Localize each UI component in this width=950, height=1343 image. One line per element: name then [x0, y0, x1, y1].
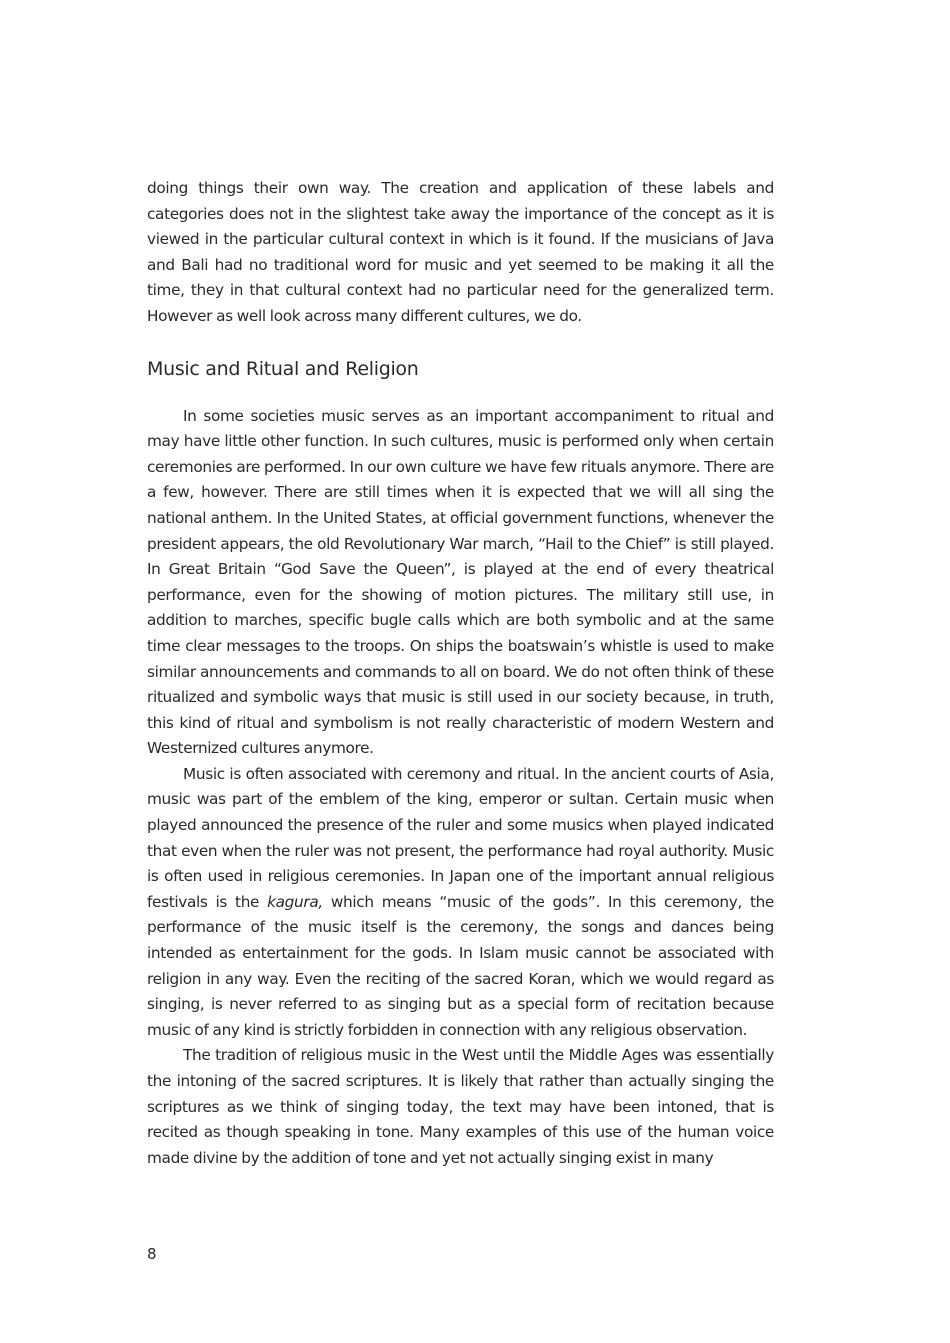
page-number: 8 [147, 1245, 157, 1263]
kagura-term: kagura, [267, 892, 323, 911]
section-heading: Music and Ritual and Religion [147, 357, 419, 380]
paragraph-tradition: The tradition of religious music in the West until the Middle Ages was essentially the intoning of the sacred scriptures. It is likely that rather than actually singing the scriptures as we think of singing today, the text may have been intoned, that is recited as though speaking in tone. Many examples of this use of the human voice made divine by the addition of tone and yet not actually singing exist in many [147, 1046, 774, 1167]
paragraph-ceremony [147, 762, 774, 1044]
page-content [147, 176, 774, 1171]
continuation-paragraph: doing things their own way. The creation and application of these labels and categories does not in the slightest take away the importance of the concept as it is viewed in the particular cultural context in which is it found. If the musicians of Java and Bali had no traditional word for music and yet seemed to be making it all the time, they in that cultural context had no particular need for the generalized term. However as well look across many different cultures, we do. [147, 179, 774, 325]
paragraph-ritual: In some societies music serves as an important accompaniment to ritual and may have little other function. In such cultures, music is performed only when certain ceremonies are performed. In our own culture we have few rituals anymore. There are a few, however. There are still times when it is expected that we will all sing the national anthem. In the United States, at official government functions, whenever the president appears, the old Revolutionary War march, “Hail to the Chief” is still played. In Great Britain “God Save the Queen”, is played at the end of every theatrical performance, even for the showing of motion pictures. The military still use, in addition to marches, specific bugle calls which are both symbolic and at the same time clear messages to the troops. On ships the boatswain’s whistle is used to make similar announcements and commands to all on board. We do not often think of these ritualized and symbolic ways that music is still used in our society because, in truth, this kind of ritual and symbolism is not really characteristic of modern Western and Westernized cultures anymore. [147, 406, 774, 758]
paragraph-ceremony-text-2: which means “music of the gods”. In this ceremony, the performance of the music itself is the ceremony, the songs and dances being intended as entertainment for the gods. In Islam music cannot be associated with religion in any way. Even the reciting of the sacred Koran, which we would regard as singing, is never referred to as singing but as a special form of recitation because music of any kind is strictly forbidden in connection with any religious observation. [147, 892, 774, 1039]
paragraph-ceremony-text-1: Music is often associated with ceremony and ritual. In the ancient courts of Asia, music was part of the emblem of the king, emperor or sultan. Certain music when played announced the presence of the ruler and some musics when played indicated that even when the ruler was not present, the performance had royal authority. Music is often used in religious ceremonies. In Japan one of the important annual religious festivals is the [147, 764, 774, 911]
